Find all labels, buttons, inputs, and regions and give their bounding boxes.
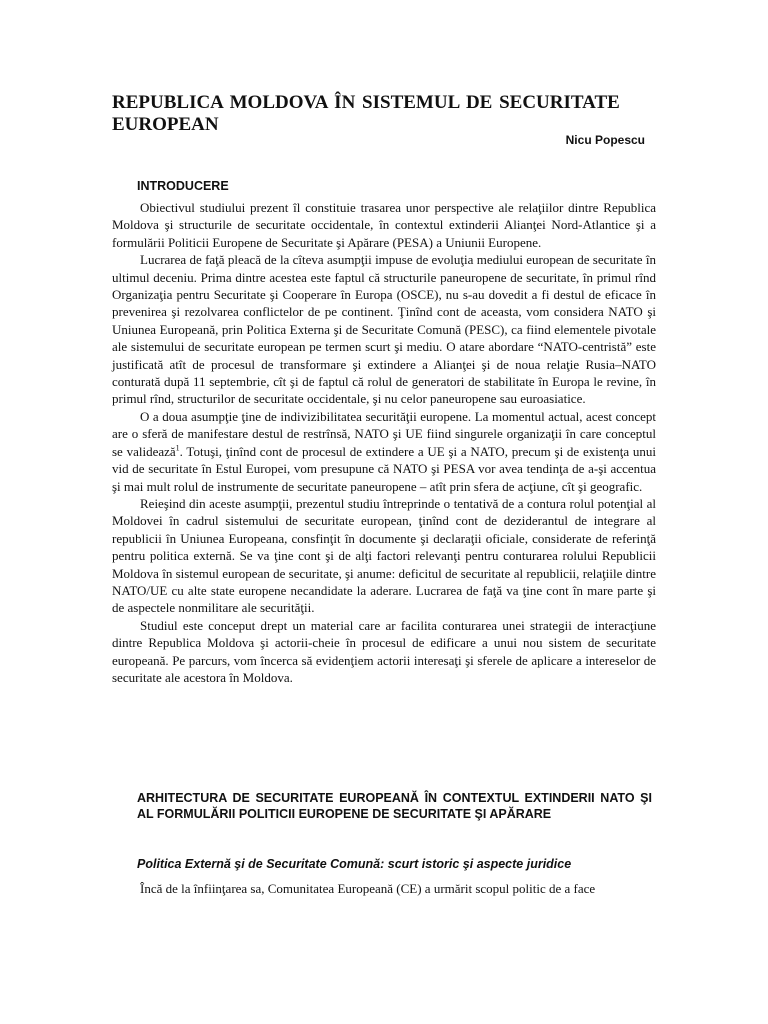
author-name: Nicu Popescu (565, 133, 645, 147)
section-body (112, 880, 656, 897)
subsection-heading: Politica Externă şi de Securitate Comună: scurt istoric şi aspecte juridice (137, 857, 572, 871)
paragraph: Lucrarea de faţă pleacă de la cîteva asumpţii impuse de evoluţia mediului european de securitate în ultimul deceniu. Prima dintre acestea este faptul că structurile paneuropene de securitate, în primul rînd Organizaţia pentru Securitate şi Cooperare în Europa (OSCE), nu s-au dovedit a fi destul de eficace în prevenirea şi rezolvarea conflictelor de pe continent. Ţinînd cont de aceasta, vom considera NATO şi Uniunea Europeană, prin Politica Externa şi de Securitate Comună (PESC), ca fiind elementele pivotale ale sistemului de securitate european pe termen scurt şi mediu. O atare abordare “NATO-centristă” este justificată atît de procesul de transformare şi extindere a Alianţei şi de noua relaţie Rusia–NATO conturată după 11 septembrie, cît şi de faptul că rolul de generatori de stabilitate în Europa le revine, în primul rînd, structurilor de securitate occidentale, şi nu celor paneuropene sau euroasiatice. (112, 252, 656, 407)
intro-body (112, 199, 656, 686)
paragraph: Obiectivul studiului prezent îl constituie trasarea unor perspective ale relaţiilor dintre Republica Moldova şi structurile de securitate occidentale, în contextul extinderii Alianţei Nord-Atlantice şi a formulării Politicii Europene de Securitate şi Apărare (PESA) a Uniunii Europene. (112, 200, 656, 250)
section-heading: ARHITECTURA DE SECURITATE EUROPEANĂ ÎN CONTEXTUL EXTINDERII NATO ŞI AL FORMULĂRII POLITICII EUROPENE DE SECURITATE ŞI APĂRARE (137, 791, 652, 821)
paragraph: Reieşind din aceste asumpţii, prezentul studiu întreprinde o tentativă de a contura rolul potenţial al Moldovei în cadrul sistemului de securitate european, ţinînd cont de deziderantul de integrare al republicii în Uniunea Europeana, consfinţit în documente şi declaraţii oficiale, considerate de referinţă pentru politica externă. Se va ţine cont şi de alţi factori relevanţi pentru conturarea rolului Republicii Moldova în sistemul european de securitate, şi anume: deficitul de securitate al republicii, relaţiile dintre NATO/UE cu alte state europene necandidate la aderare. Lucrarea de faţă va ţine cont în mare parte şi de aspectele nonmilitare ale securităţii. (112, 495, 656, 616)
paragraph: Încă de la înfiinţarea sa, Comunitatea Europeană (CE) a urmărit scopul politic de a face (140, 881, 596, 896)
paragraph: Studiul este conceput drept un material care ar facilita conturarea unei strategii de interacţiune dintre Republica Moldova şi actorii-cheie în procesul de edificare a unui nou sistem de securitate europeană. Pe parcurs, vom încerca să evidenţiem actorii interesaţi şi sferele de aplicare a intereselor de securitate ale acestora în Moldova. (112, 617, 656, 685)
paragraph-text: O a doua asumpţie ţine de indivizibilitatea securităţii europene. La momentul actual, acest concept are o sferă de manifestare destul de restrînsă, NATO şi UE fiind singurele organizaţii în care conceptul se validează (112, 408, 656, 459)
footnote-marker[interactable]: 1 (175, 443, 180, 453)
paragraph: O a doua asumpţie ţine de indivizibilitatea securităţii europene. La momentul actual, acest concept are o sferă de manifestare destul de restrînsă, NATO şi UE fiind singurele organizaţii în care conceptul se validează$^1$. Totuşi, ţinînd cont de procesul de extindere a UE şi a NATO, precum şi de existenţa unui vid de securitate în Estul Europei, vom presupune că NATO şi PESA vor avea tendinţa de a-şi accentua şi mai mult rolul de instrumente de securitate paneuropene – atît prin sfera de acţiune, cît şi geografic. (112, 408, 657, 494)
intro-heading: INTRODUCERE (137, 179, 229, 193)
paragraph-text: Totuşi, ţinînd cont de procesul de extindere a UE şi a NATO, precum şi de existenţa unui vid de securitate în Estul Europei, vom presupune că NATO şi PESA vor avea tendinţa de a-şi accentua şi mai mult rolul de instrumente de securitate paneuropene – atît prin sfera de acţiune, cît şi geografic. (112, 443, 657, 494)
document-title: REPUBLICA MOLDOVA ÎN SISTEMUL DE SECURITATE EUROPEAN (112, 92, 620, 135)
